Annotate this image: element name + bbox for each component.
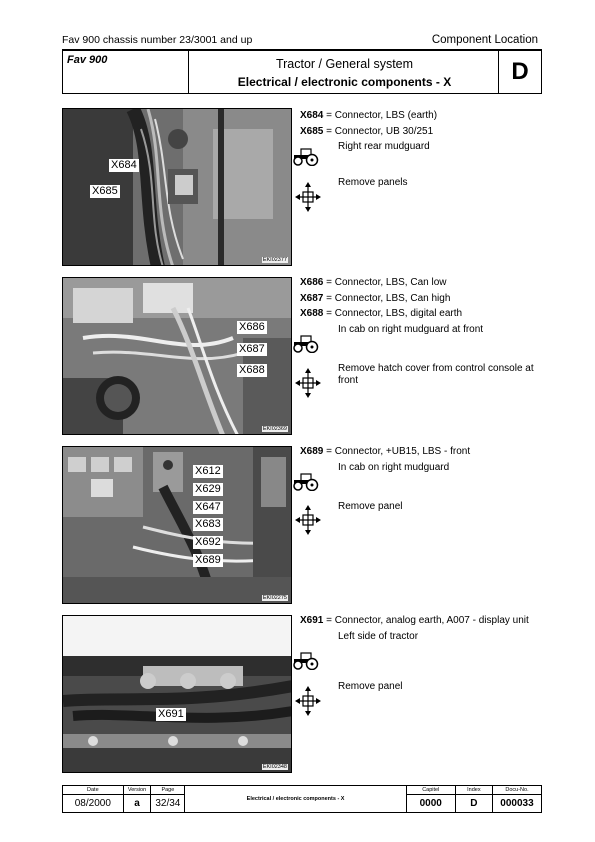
- action-text: Remove panel: [338, 681, 403, 692]
- footer-index-label: Index: [455, 786, 492, 795]
- photo-1-code: EKI02377: [262, 257, 287, 263]
- title-center: [189, 51, 500, 93]
- title-line2: Electrical / electronic components - X: [237, 75, 452, 89]
- footer-capitel-label: Capitel: [406, 786, 455, 795]
- photo-3-code: EKI02275: [262, 595, 287, 601]
- tractor-icon: [292, 335, 320, 353]
- tractor-icon: [292, 473, 320, 491]
- location-text: In cab on right mudguard: [338, 461, 450, 473]
- footer-page: 32/34: [151, 795, 185, 813]
- move-arrows-icon: [295, 505, 321, 535]
- photo-3-label-2: X629: [195, 483, 221, 495]
- photo-4-label-1: X691: [158, 708, 184, 720]
- footer-title: Electrical / electronic components - X: [185, 786, 406, 813]
- block-4-text: [300, 613, 545, 692]
- photo-2-code: EKI02369: [262, 426, 287, 432]
- move-arrows-icon: [295, 182, 321, 212]
- entry-id: X685: [300, 125, 324, 137]
- entry-text: = Connector, LBS, Can low: [326, 277, 447, 288]
- photo-2: [62, 277, 292, 435]
- action-text: Remove panel: [338, 501, 403, 512]
- footer-docu: 000033: [492, 795, 541, 813]
- photo-3: [62, 446, 292, 604]
- footer-docu-label: Docu-No.: [492, 786, 541, 795]
- title-box: [62, 50, 542, 94]
- footer-date: 08/2000: [63, 795, 124, 813]
- entry: [300, 306, 545, 322]
- tractor-icon: [292, 652, 320, 670]
- entry-id: X684: [300, 110, 324, 121]
- header-right: Component Location: [431, 34, 538, 46]
- entry-text: = Connector, LBS, Can high: [326, 292, 451, 304]
- entry-id: X691: [300, 615, 324, 626]
- location-text: Right rear mudguard: [338, 141, 430, 152]
- footer-version-label: Version: [123, 786, 151, 795]
- footer-date-label: Date: [63, 786, 124, 795]
- block-3-text: [300, 444, 545, 512]
- entry: [300, 291, 545, 307]
- block-1-text: [300, 108, 545, 188]
- photo-2-label-2: X687: [239, 343, 265, 355]
- footer-page-label: Page: [151, 786, 185, 795]
- entry: [300, 124, 545, 140]
- footer-capitel: 0000: [406, 795, 455, 813]
- photo-2-label-3: X688: [239, 364, 265, 376]
- photo-3-label-4: X683: [195, 518, 221, 530]
- section-letter: D: [498, 51, 541, 93]
- entry-id: X686: [300, 277, 324, 288]
- tractor-icon: [292, 148, 320, 166]
- action-text: Remove panels: [338, 177, 408, 188]
- photo-4-code: EKI02348: [262, 764, 287, 770]
- photo-1-label-2: X685: [92, 185, 118, 197]
- header-left: Fav 900 chassis number 23/3001 and up: [62, 34, 253, 46]
- photo-3-label-3: X647: [195, 501, 221, 513]
- entry-id: X689: [300, 446, 324, 457]
- move-arrows-icon: [295, 368, 321, 398]
- footer-table: [62, 785, 542, 812]
- entry: [300, 275, 545, 291]
- entry-id: X688: [300, 308, 324, 319]
- entry-text: = Connector, LBS (earth): [326, 110, 438, 121]
- photo-1: [62, 108, 292, 266]
- title-line1: Tractor / General system: [275, 57, 414, 71]
- photo-3-label-6: X689: [195, 554, 221, 566]
- footer-version: a: [123, 795, 151, 813]
- entry: [300, 615, 545, 627]
- photo-2-label-1: X686: [239, 321, 265, 333]
- entry-text: = Connector, UB 30/251: [326, 125, 434, 137]
- footer-index: D: [455, 795, 492, 813]
- entry: [300, 444, 545, 460]
- photo-3-label-5: X692: [195, 536, 221, 548]
- location-text: In cab on right mudguard at front: [338, 323, 484, 335]
- photo-3-label-1: X612: [195, 465, 221, 477]
- entry-text: = Connector, analog earth, A007 - display unit: [326, 615, 529, 626]
- move-arrows-icon: [295, 686, 321, 716]
- entry-text: = Connector, LBS, digital earth: [326, 308, 463, 319]
- photo-1-label-1: X684: [111, 159, 137, 171]
- location-text: Left side of tractor: [338, 631, 419, 642]
- entry-id: X687: [300, 292, 324, 304]
- model-name: Fav 900: [63, 51, 189, 93]
- block-2-text: [300, 275, 545, 386]
- action-text: Remove hatch cover from control console at front: [338, 363, 534, 386]
- photo-4: [62, 615, 292, 773]
- entry: [300, 108, 545, 124]
- entry-text: = Connector, +UB15, LBS - front: [326, 446, 471, 457]
